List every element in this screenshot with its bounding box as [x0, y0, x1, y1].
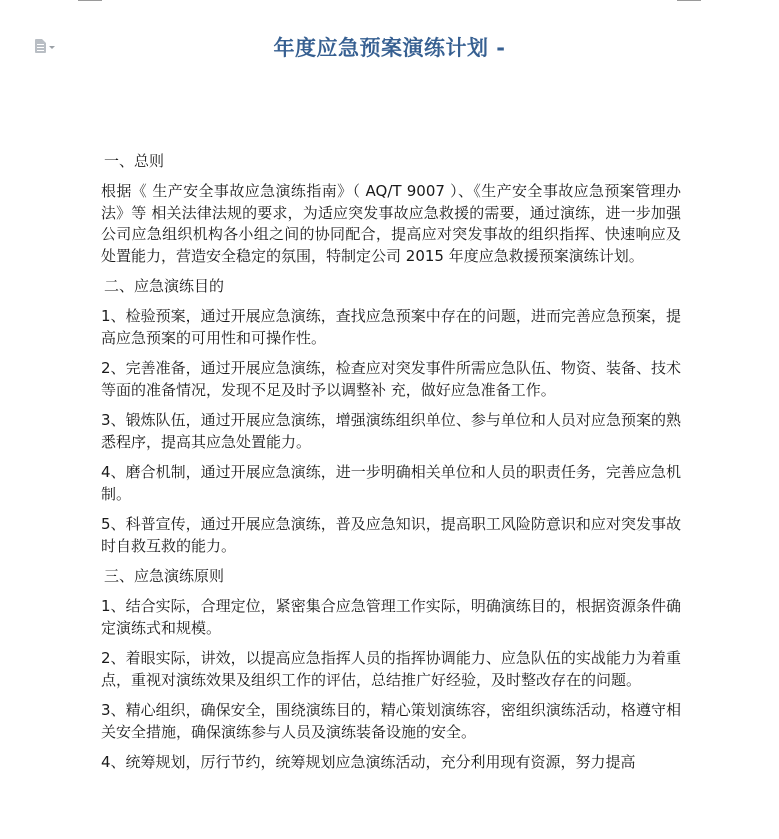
section-heading-principles: 三、应急演练原则	[104, 567, 225, 585]
paragraph: 4、磨合机制，通过开展应急演练，进一步明确相关单位和人员的职责任务，完善应急机制。	[101, 463, 681, 503]
section-heading-general: 一、总则	[104, 152, 165, 170]
paragraph: 1、检验预案，通过开展应急演练，查找应急预案中存在的问题，进而完善应急预案，提高应急预案的可用性和可操作性。	[101, 307, 681, 347]
paragraph: 4、统筹规划，厉行节约，统筹规划应急演练活动，充分利用现有资源，努力提高	[101, 753, 636, 771]
page-corner-mark-right	[677, 0, 701, 1]
page-corner-mark-left	[78, 0, 102, 1]
paragraph: 2、着眼实际，讲效，以提高应急指挥人员的指挥协调能力、应急队伍的实战能力为着重点，重视对演练效果及组织工作的评估，总结推广好经验，及时整改存在的问题。	[101, 649, 681, 689]
paragraph: 根据《 生产安全事故应急演练指南》（ AQ/T 9007 ）、《生产安全事故应急预案管理办法》等 相关法律法规的要求，为适应突发事故应急救援的需要，通过演练，进一步加强公司应急组织机构各小组之间的协同配合，提高应对突发事故的组织指挥、快速响应及处置能力，营造安全稳定的氛围，特制定公司 2015 年度应急救援预案演练计划。	[101, 182, 681, 265]
paragraph: 2、完善准备，通过开展应急演练，检查应对突发事件所需应急队伍、物资、装备、技术等面的准备情况，发现不足及时予以调整补 充，做好应急准备工作。	[101, 359, 681, 399]
paragraph: 3、锻炼队伍，通过开展应急演练，增强演练组织单位、参与单位和人员对应急预案的熟悉程序，提高其应急处置能力。	[101, 411, 681, 451]
page-title: 年度应急预案演练计划 -	[273, 36, 506, 60]
document-body	[101, 151, 681, 783]
paragraph: 3、精心组织，确保安全，围绕演练目的，精心策划演练容，密组织演练活动，格遵守相关安全措施，确保演练参与人员及演练装备设施的安全。	[101, 701, 681, 741]
paragraph: 1、结合实际，合理定位，紧密集合应急管理工作实际，明确演练目的，根据资源条件确定演练式和规模。	[101, 597, 681, 637]
section-heading-purpose: 二、应急演练目的	[104, 277, 225, 295]
paragraph: 5、科普宣传，通过开展应急演练，普及应急知识，提高职工风险防意识和应对突发事故时自救互救的能力。	[101, 515, 681, 555]
